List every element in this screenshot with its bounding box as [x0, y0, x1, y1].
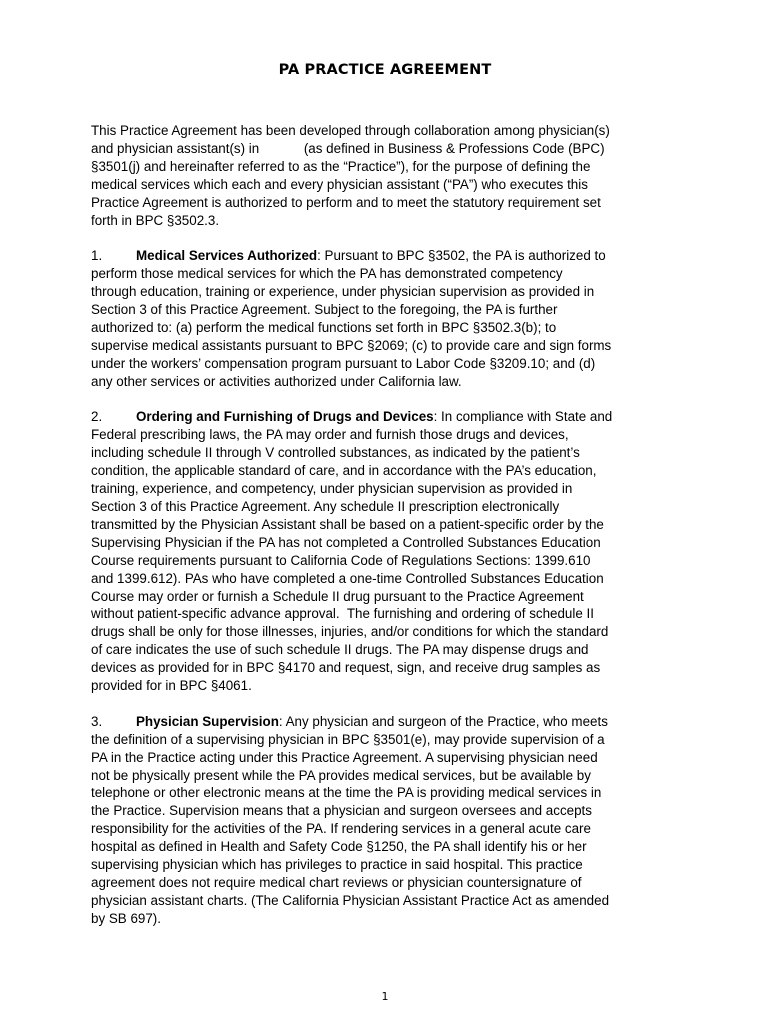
section-line: provided for in BPC §4061. — [91, 678, 252, 694]
section-line: Section 3 of this Practice Agreement. Subject to the foregoing, the PA is further — [91, 302, 558, 318]
section-line: supervising physician which has privileges to practice in said hospital. This practice — [91, 857, 583, 873]
section-line: including schedule II through V controlled substances, as indicated by the patient’s — [91, 445, 580, 461]
section-line: under the workers’ compensation program pursuant to Labor Code §3209.10; and (d) — [91, 355, 596, 371]
section-text: : Any physician and surgeon of the Practice, who meets — [278, 713, 608, 729]
section-line: Federal prescribing laws, the PA may order and furnish those drugs and devices, — [91, 427, 569, 443]
section-line: telephone or other electronic means at the time the PA is providing medical services in — [91, 785, 602, 801]
intro-line: forth in BPC §3502.3. — [91, 212, 220, 228]
section-line: Course requirements pursuant to California Code of Regulations Sections: 1399.610 — [91, 552, 591, 568]
section-heading: Physician Supervision — [136, 713, 279, 729]
section-line: Course may order or furnish a Schedule II drug pursuant to the Practice Agreement — [91, 588, 584, 604]
intro-line: This Practice Agreement has been developed through collaboration among physician(s) — [91, 123, 610, 138]
section-line: and 1399.612). PAs who have completed a one-time Controlled Substances Education — [91, 570, 604, 586]
section-text: : Pursuant to BPC §3502, the PA is authorized to — [317, 248, 606, 264]
section-line: perform those medical services for which the PA has demonstrated competency — [91, 266, 563, 282]
section-line: the definition of a supervising physician in BPC §3501(e), may provide supervision of a — [91, 731, 605, 747]
section-line: devices as provided for in BPC §4170 and request, sign, and receive drug samples as — [91, 660, 601, 676]
section-1 — [91, 247, 691, 390]
section-number: 3. — [91, 713, 103, 729]
intro-paragraph — [91, 122, 691, 229]
section-text: : In compliance with State and — [433, 409, 613, 425]
intro-line: and physician assistant(s) in (as defined in Business & Professions Code (BPC) — [91, 140, 605, 156]
section-line: authorized to: (a) perform the medical functions set forth in BPC §3502.3(b); to — [91, 319, 557, 335]
section-line — [91, 247, 691, 265]
section-heading: Ordering and Furnishing of Drugs and Devices — [136, 409, 434, 425]
section-number: 1. — [91, 248, 103, 264]
section-line: of care indicates the use of such schedule II drugs. The PA may dispense drugs and — [91, 642, 589, 658]
intro-line: medical services which each and every physician assistant (“PA”) who executes this — [91, 176, 588, 192]
section-line: transmitted by the Physician Assistant shall be based on a patient-specific order by the — [91, 516, 604, 532]
section-line: by SB 697). — [91, 910, 161, 926]
section-line: without patient-specific advance approval. The furnishing and ordering of schedule II — [91, 606, 594, 622]
document-title: PA PRACTICE AGREEMENT — [278, 62, 492, 78]
section-2 — [91, 408, 691, 695]
section-line: responsibility for the activities of the PA. If rendering services in a general acute care — [91, 821, 591, 837]
section-line: through education, training or experience, under physician supervision as provided in — [91, 284, 595, 300]
section-line: drugs shall be only for those illnesses, injuries, and/or conditions for which the standard — [91, 624, 609, 640]
intro-line: Practice Agreement is authorized to perform and to meet the statutory requirement set — [91, 194, 601, 210]
section-line: not be physically present while the PA provides medical services, but be available by — [91, 767, 591, 783]
section-line: supervise medical assistants pursuant to BPC §2069; (c) to provide care and sign forms — [91, 337, 612, 353]
section-line — [91, 713, 691, 731]
intro-line: §3501(j) and hereinafter referred to as the “Practice”), for the purpose of defining the — [91, 158, 591, 174]
section-line: training, experience, and competency, under physician supervision as provided in — [91, 481, 573, 497]
section-line: PA in the Practice acting under this Practice Agreement. A supervising physician need — [91, 749, 598, 765]
section-heading: Medical Services Authorized — [136, 248, 318, 264]
section-line: condition, the applicable standard of care, and in accordance with the PA’s education, — [91, 463, 597, 479]
section-line: Supervising Physician if the PA has not completed a Controlled Substances Education — [91, 534, 601, 550]
section-line — [91, 408, 691, 426]
section-3 — [91, 713, 691, 928]
section-line: Section 3 of this Practice Agreement. Any schedule II prescription electronically — [91, 499, 560, 514]
section-line: hospital as defined in Health and Safety Code §1250, the PA shall identify his or her — [91, 839, 587, 855]
section-line: physician assistant charts. (The California Physician Assistant Practice Act as amended — [91, 892, 610, 908]
section-number: 2. — [91, 409, 103, 425]
section-line: any other services or activities authorized under California law. — [91, 373, 462, 389]
document-body — [91, 122, 691, 946]
section-line: agreement does not require medical chart reviews or physician countersignature of — [91, 875, 582, 891]
page-number: 1 — [381, 990, 389, 1003]
section-line: the Practice. Supervision means that a physician and surgeon oversees and accepts — [91, 803, 592, 819]
